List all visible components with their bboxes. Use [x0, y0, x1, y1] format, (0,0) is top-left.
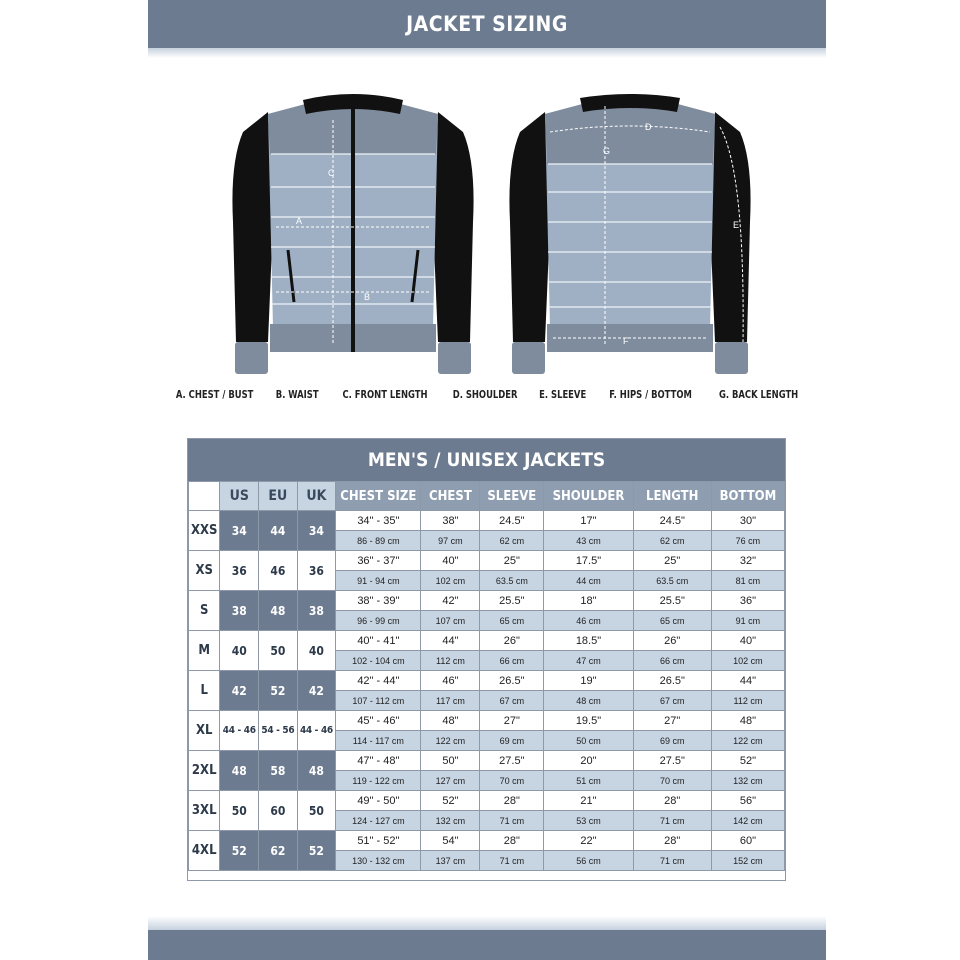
chest-size-cm: 102 - 104 cm	[336, 651, 421, 671]
back-yoke	[545, 102, 715, 164]
sleeve-cm: 65 cm	[480, 611, 544, 631]
eu-size: 52	[259, 671, 298, 711]
eu-size: 44	[259, 511, 298, 551]
bottom-cm: 132 cm	[711, 771, 784, 791]
chest-cm: 132 cm	[421, 811, 480, 831]
header-eu: EU	[259, 482, 298, 511]
size-row-inches	[189, 831, 785, 851]
chest-inches: 46"	[421, 671, 480, 691]
bottom-cm: 122 cm	[711, 731, 784, 751]
length-inches: 26.5"	[633, 671, 711, 691]
legend-item: B. WAIST	[276, 388, 320, 401]
size-row-inches	[189, 631, 785, 651]
page-title: JACKET SIZING	[406, 12, 568, 36]
header-uk: UK	[297, 482, 336, 511]
chest-cm: 112 cm	[421, 651, 480, 671]
jacket-back-illustration	[505, 92, 755, 382]
sleeve-cm: 62 cm	[480, 531, 544, 551]
chest-cm: 107 cm	[421, 611, 480, 631]
size-label: M	[189, 631, 220, 671]
bottom-inches: 32"	[711, 551, 784, 571]
legend-item: G. BACK LENGTH	[718, 388, 798, 401]
back-right-sleeve	[710, 112, 751, 342]
chest-inches: 50"	[421, 751, 480, 771]
us-size: 44 - 46	[220, 711, 259, 751]
length-cm: 70 cm	[633, 771, 711, 791]
sleeve-cm: 66 cm	[480, 651, 544, 671]
sleeve-cm: 63.5 cm	[480, 571, 544, 591]
chest-size-inches: 42" - 44"	[336, 671, 421, 691]
size-row-inches	[189, 551, 785, 571]
length-inches: 27.5"	[633, 751, 711, 771]
chest-cm: 97 cm	[421, 531, 480, 551]
eu-size: 54 - 56	[259, 711, 298, 751]
size-table	[188, 481, 785, 871]
back-label-e: E	[733, 220, 740, 230]
front-right-sleeve	[433, 112, 474, 342]
length-inches: 25"	[633, 551, 711, 571]
bottom-inches: 56"	[711, 791, 784, 811]
length-cm: 63.5 cm	[633, 571, 711, 591]
chest-cm: 122 cm	[421, 731, 480, 751]
eu-size: 62	[259, 831, 298, 871]
chest-inches: 40"	[421, 551, 480, 571]
shoulder-inches: 17.5"	[544, 551, 633, 571]
us-size: 48	[220, 751, 259, 791]
chest-size-cm: 86 - 89 cm	[336, 531, 421, 551]
chest-size-inches: 40" - 41"	[336, 631, 421, 651]
bottom-cm: 112 cm	[711, 691, 784, 711]
size-row-inches	[189, 791, 785, 811]
back-right-cuff	[715, 342, 748, 374]
front-label-b: B	[364, 292, 371, 302]
shoulder-inches: 17"	[544, 511, 633, 531]
shoulder-cm: 51 cm	[544, 771, 633, 791]
size-row-inches	[189, 511, 785, 531]
sleeve-inches: 26.5"	[480, 671, 544, 691]
uk-size: 38	[297, 591, 336, 631]
shoulder-cm: 46 cm	[544, 611, 633, 631]
sleeve-inches: 25"	[480, 551, 544, 571]
sleeve-inches: 26"	[480, 631, 544, 651]
bottom-cm: 142 cm	[711, 811, 784, 831]
size-row-inches	[189, 711, 785, 731]
header-sleeve: SLEEVE	[480, 482, 544, 511]
bottom-inches: 60"	[711, 831, 784, 851]
legend-item: A. CHEST / BUST	[176, 388, 254, 401]
size-row-inches	[189, 591, 785, 611]
sleeve-cm: 71 cm	[480, 811, 544, 831]
header-shoulder: SHOULDER	[544, 482, 633, 511]
sleeve-cm: 69 cm	[480, 731, 544, 751]
uk-size: 34	[297, 511, 336, 551]
uk-size: 50	[297, 791, 336, 831]
chest-size-inches: 51" - 52"	[336, 831, 421, 851]
front-label-a: A	[296, 216, 303, 226]
header-bottom: BOTTOM	[711, 482, 784, 511]
sleeve-cm: 71 cm	[480, 851, 544, 871]
chart-title: MEN'S / UNISEX JACKETS	[188, 439, 785, 481]
uk-size: 40	[297, 631, 336, 671]
bottom-cm: 102 cm	[711, 651, 784, 671]
eu-size: 60	[259, 791, 298, 831]
chest-size-inches: 36" - 37"	[336, 551, 421, 571]
chest-size-cm: 130 - 132 cm	[336, 851, 421, 871]
chest-size-inches: 49" - 50"	[336, 791, 421, 811]
bottom-cm: 152 cm	[711, 851, 784, 871]
chest-cm: 127 cm	[421, 771, 480, 791]
shoulder-inches: 21"	[544, 791, 633, 811]
length-cm: 69 cm	[633, 731, 711, 751]
bottom-cm: 81 cm	[711, 571, 784, 591]
eu-size: 50	[259, 631, 298, 671]
legend-item: C. FRONT LENGTH	[342, 388, 428, 401]
chest-size-cm: 91 - 94 cm	[336, 571, 421, 591]
eu-size: 48	[259, 591, 298, 631]
header-chest-size: CHEST SIZE	[336, 482, 421, 511]
chest-inches: 38"	[421, 511, 480, 531]
back-label-g: G	[603, 146, 611, 156]
shoulder-inches: 19"	[544, 671, 633, 691]
size-label: 2XL	[189, 751, 220, 791]
chest-cm: 102 cm	[421, 571, 480, 591]
length-inches: 28"	[633, 791, 711, 811]
footer-band-light	[148, 916, 826, 930]
length-cm: 71 cm	[633, 811, 711, 831]
header-banner	[148, 0, 826, 48]
size-label: XXS	[189, 511, 220, 551]
shoulder-inches: 19.5"	[544, 711, 633, 731]
chest-size-cm: 124 - 127 cm	[336, 811, 421, 831]
eu-size: 58	[259, 751, 298, 791]
sleeve-inches: 27.5"	[480, 751, 544, 771]
length-inches: 25.5"	[633, 591, 711, 611]
chest-size-inches: 47" - 48"	[336, 751, 421, 771]
front-zipper	[351, 106, 355, 352]
size-chart	[187, 438, 786, 881]
header-chest: CHEST	[421, 482, 480, 511]
front-label-c: C	[328, 168, 335, 178]
shoulder-inches: 18.5"	[544, 631, 633, 651]
shoulder-inches: 22"	[544, 831, 633, 851]
chest-inches: 42"	[421, 591, 480, 611]
size-label: L	[189, 671, 220, 711]
chest-inches: 44"	[421, 631, 480, 651]
us-size: 38	[220, 591, 259, 631]
shoulder-cm: 56 cm	[544, 851, 633, 871]
shoulder-cm: 44 cm	[544, 571, 633, 591]
bottom-inches: 30"	[711, 511, 784, 531]
front-right-cuff	[438, 342, 471, 374]
back-label-d: D	[645, 122, 652, 132]
chest-size-inches: 34" - 35"	[336, 511, 421, 531]
bottom-inches: 40"	[711, 631, 784, 651]
us-size: 52	[220, 831, 259, 871]
us-size: 50	[220, 791, 259, 831]
size-label: 3XL	[189, 791, 220, 831]
chest-inches: 54"	[421, 831, 480, 851]
size-label: 4XL	[189, 831, 220, 871]
shoulder-inches: 20"	[544, 751, 633, 771]
bottom-cm: 76 cm	[711, 531, 784, 551]
sleeve-inches: 25.5"	[480, 591, 544, 611]
uk-size: 44 - 46	[297, 711, 336, 751]
length-cm: 67 cm	[633, 691, 711, 711]
shoulder-cm: 43 cm	[544, 531, 633, 551]
chest-inches: 48"	[421, 711, 480, 731]
chest-inches: 52"	[421, 791, 480, 811]
chest-size-inches: 38" - 39"	[336, 591, 421, 611]
jacket-front-illustration	[228, 92, 478, 382]
bottom-inches: 44"	[711, 671, 784, 691]
shoulder-cm: 50 cm	[544, 731, 633, 751]
sleeve-inches: 28"	[480, 791, 544, 811]
size-label: XS	[189, 551, 220, 591]
sleeve-inches: 28"	[480, 831, 544, 851]
back-left-cuff	[512, 342, 545, 374]
header-length: LENGTH	[633, 482, 711, 511]
legend-item: D. SHOULDER	[452, 388, 518, 401]
bottom-cm: 91 cm	[711, 611, 784, 631]
chest-size-cm: 107 - 112 cm	[336, 691, 421, 711]
footer-band	[148, 930, 826, 960]
size-label: XL	[189, 711, 220, 751]
size-row-inches	[189, 671, 785, 691]
shoulder-cm: 47 cm	[544, 651, 633, 671]
chest-size-cm: 114 - 117 cm	[336, 731, 421, 751]
size-label: S	[189, 591, 220, 631]
chest-cm: 117 cm	[421, 691, 480, 711]
us-size: 40	[220, 631, 259, 671]
sleeve-inches: 24.5"	[480, 511, 544, 531]
length-inches: 28"	[633, 831, 711, 851]
header-us: US	[220, 482, 259, 511]
uk-size: 52	[297, 831, 336, 871]
length-inches: 24.5"	[633, 511, 711, 531]
size-table-body	[189, 511, 785, 871]
uk-size: 42	[297, 671, 336, 711]
legend-item: E. SLEEVE	[539, 388, 587, 401]
shoulder-inches: 18"	[544, 591, 633, 611]
length-inches: 27"	[633, 711, 711, 731]
back-label-f: F	[623, 336, 629, 346]
length-cm: 71 cm	[633, 851, 711, 871]
us-size: 36	[220, 551, 259, 591]
eu-size: 46	[259, 551, 298, 591]
bottom-inches: 36"	[711, 591, 784, 611]
header-blank	[189, 482, 220, 511]
uk-size: 36	[297, 551, 336, 591]
shoulder-cm: 48 cm	[544, 691, 633, 711]
bottom-inches: 48"	[711, 711, 784, 731]
table-header-row	[189, 482, 785, 511]
us-size: 42	[220, 671, 259, 711]
chest-size-inches: 45" - 46"	[336, 711, 421, 731]
shoulder-cm: 53 cm	[544, 811, 633, 831]
chest-size-cm: 96 - 99 cm	[336, 611, 421, 631]
length-cm: 62 cm	[633, 531, 711, 551]
chest-cm: 137 cm	[421, 851, 480, 871]
sleeve-inches: 27"	[480, 711, 544, 731]
uk-size: 48	[297, 751, 336, 791]
length-cm: 65 cm	[633, 611, 711, 631]
bottom-inches: 52"	[711, 751, 784, 771]
sleeve-cm: 67 cm	[480, 691, 544, 711]
size-row-inches	[189, 751, 785, 771]
length-cm: 66 cm	[633, 651, 711, 671]
length-inches: 26"	[633, 631, 711, 651]
front-left-cuff	[235, 342, 268, 374]
back-left-sleeve	[509, 112, 550, 342]
us-size: 34	[220, 511, 259, 551]
front-left-sleeve	[232, 112, 273, 342]
chest-size-cm: 119 - 122 cm	[336, 771, 421, 791]
sleeve-cm: 70 cm	[480, 771, 544, 791]
header-underline	[148, 48, 826, 58]
measurement-legend	[150, 388, 824, 408]
legend-item: F. HIPS / BOTTOM	[609, 388, 693, 401]
